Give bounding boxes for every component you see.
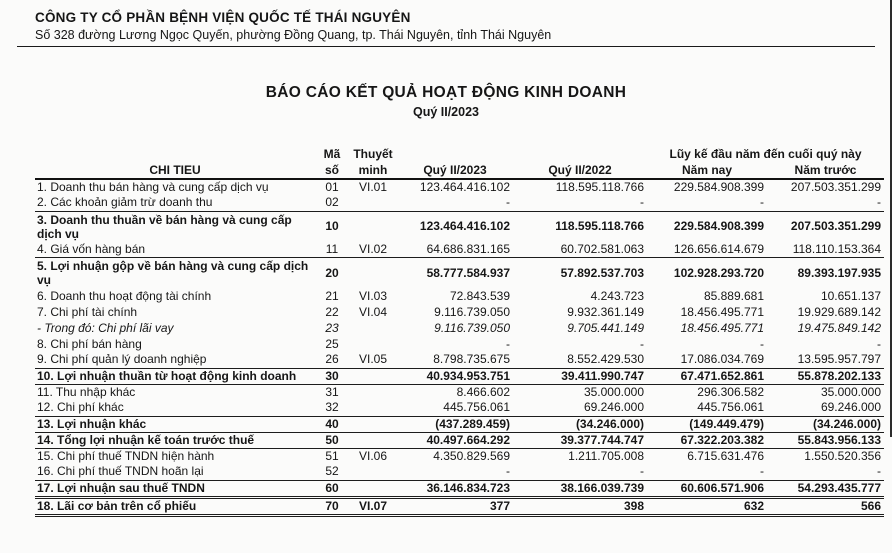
row-ytd-current: 67.471.652.861 [647, 368, 767, 384]
row-q2-2023: 9.116.739.050 [434, 304, 510, 319]
row-code: 50 [315, 432, 349, 448]
table-row [35, 304, 884, 320]
row-ytd-current: 126.656.614.679 [647, 242, 767, 258]
row-note [349, 368, 397, 384]
row-q2-2022: 9.932.361.149 [567, 304, 644, 319]
row-q2-2022: 69.246.000 [513, 400, 647, 416]
row-note: VI.02 [349, 242, 397, 258]
table-row [35, 497, 884, 515]
row-ytd-prior: - [767, 195, 884, 211]
table-row [35, 480, 884, 497]
row-ytd-current: 296.306.582 [697, 384, 764, 399]
table-row [35, 368, 884, 384]
row-label: 17. Lợi nhuận sau thuế TNDN [35, 480, 315, 497]
row-q2-2023: 377 [397, 497, 513, 515]
row-code: 21 [325, 288, 339, 303]
row-code: 20 [325, 265, 339, 280]
row-note: VI.05 [349, 352, 397, 368]
company-address: Số 328 đường Lương Ngọc Quyến, phường Đồng Quang, tp. Thái Nguyên, tỉnh Thái Nguyên [35, 28, 552, 42]
row-label: 10. Lợi nhuận thuần từ hoạt động kinh doanh [35, 368, 315, 384]
row-ytd-current: 18.456.495.771 [680, 304, 764, 319]
row-code: 23 [325, 320, 339, 335]
row-q2-2022: - [513, 464, 647, 480]
row-ytd-current: 60.606.571.906 [647, 480, 767, 497]
row-q2-2022: 60.702.581.063 [513, 242, 647, 258]
row-note [349, 195, 397, 211]
row-ytd-current: 67.322.203.382 [647, 432, 767, 448]
row-ytd-current: 85.889.681 [703, 288, 764, 303]
row-ytd-prior: 19.929.689.142 [797, 304, 882, 319]
table-row [35, 288, 884, 304]
report-title: BÁO CÁO KẾT QUẢ HOẠT ĐỘNG KINH DOANH [265, 84, 627, 101]
row-q2-2023: 72.843.539 [449, 288, 510, 303]
row-label: 4. Giá vốn hàng bán [35, 242, 315, 258]
header-spacer [513, 145, 647, 162]
row-note: VI.01 [358, 180, 388, 194]
row-label: 12. Chi phí khác [35, 400, 315, 416]
row-label: 5. Lợi nhuận gộp về bán hàng và cung cấp dịch vụ [37, 259, 309, 287]
row-code: 01 [325, 180, 339, 194]
row-q2-2023: 36.146.834.723 [397, 480, 513, 497]
row-ytd-current: - [760, 336, 764, 351]
table-row [35, 195, 884, 211]
row-ytd-prior: 54.293.435.777 [767, 480, 884, 497]
row-code: 32 [315, 400, 349, 416]
table-header-row-top [35, 145, 884, 162]
row-ytd-prior: 13.595.957.797 [767, 352, 884, 368]
row-ytd-current: - [647, 195, 767, 211]
row-note: VI.04 [358, 304, 388, 319]
row-ytd-prior: 55.878.202.133 [767, 368, 884, 384]
row-q2-2023: 123.464.416.102 [419, 180, 510, 194]
row-q2-2022: 1.211.705.008 [568, 448, 644, 463]
row-label: 2. Các khoản giảm trừ doanh thu [35, 195, 315, 211]
header-q2-2023: Quý II/2023 [397, 162, 513, 179]
row-ytd-prior: 207.503.351.299 [790, 219, 882, 233]
row-code: 60 [315, 480, 349, 497]
row-q2-2023: - [397, 195, 513, 211]
table-header [35, 145, 884, 179]
header-code-line2: số [315, 162, 349, 179]
table-row [35, 464, 884, 480]
row-ytd-prior: 1.550.520.356 [804, 448, 882, 463]
table-row [35, 416, 884, 432]
row-label: 9. Chi phí quản lý doanh nghiệp [35, 352, 315, 368]
row-q2-2023: 445.756.061 [397, 400, 513, 416]
row-note: VI.06 [358, 448, 388, 463]
table-row [35, 179, 884, 195]
table-row [35, 242, 884, 258]
row-q2-2022: 39.377.744.747 [513, 432, 647, 448]
row-note [349, 480, 397, 497]
row-q2-2023: 64.686.831.165 [397, 242, 513, 258]
header-note-line2: minh [349, 162, 397, 179]
row-q2-2023: - [397, 464, 513, 480]
row-ytd-prior: 207.503.351.299 [790, 180, 882, 194]
row-note [349, 258, 397, 289]
row-note [349, 336, 397, 352]
table-row [35, 448, 884, 464]
row-q2-2022: (34.246.000) [513, 416, 647, 432]
row-code: 30 [315, 368, 349, 384]
row-ytd-prior: 55.843.956.133 [767, 432, 884, 448]
report-period: Quý II/2023 [412, 105, 479, 119]
row-code: 02 [315, 195, 349, 211]
row-ytd-current: 445.756.061 [647, 400, 767, 416]
company-name: CÔNG TY CỔ PHẦN BỆNH VIỆN QUỐC TẾ THÁI NGUYÊN [35, 10, 411, 25]
row-q2-2023: - [506, 336, 510, 351]
row-q2-2022: 39.411.990.747 [513, 368, 647, 384]
header-spacer [397, 145, 513, 162]
row-ytd-prior: - [877, 336, 882, 351]
row-label: 13. Lợi nhuận khác [35, 416, 315, 432]
row-code: 25 [325, 336, 339, 351]
row-ytd-current: (149.449.479) [647, 416, 767, 432]
row-ytd-prior: 89.393.197.935 [797, 265, 882, 280]
table-row [35, 400, 884, 416]
row-ytd-prior: 69.246.000 [767, 400, 884, 416]
row-ytd-current: 229.584.908.399 [673, 180, 764, 194]
table-row [35, 320, 884, 336]
row-ytd-prior: 35.000.000 [820, 384, 882, 399]
header-items: CHI TIEU [35, 162, 315, 179]
row-code: 40 [315, 416, 349, 432]
row-label: 7. Chi phí tài chính [37, 304, 138, 319]
row-q2-2022: - [640, 336, 644, 351]
row-label: 1. Doanh thu bán hàng và cung cấp dịch vụ [37, 180, 269, 194]
row-code: 22 [325, 304, 339, 319]
row-ytd-current: 17.086.034.769 [647, 352, 767, 368]
row-code: 31 [325, 384, 339, 399]
row-label: 3. Doanh thu thuần về bán hàng và cung cấp dịch vụ [37, 212, 292, 241]
row-q2-2023: 8.798.735.675 [397, 352, 513, 368]
header-note-line1: Thuyết [353, 147, 393, 161]
row-note [349, 320, 397, 336]
row-label: 6. Doanh thu hoạt động tài chính [37, 288, 212, 303]
row-label: 15. Chi phí thuế TNDN hiện hành [37, 448, 215, 463]
report-table-body [35, 179, 884, 515]
header-q2-2022: Quý II/2022 [513, 162, 647, 179]
row-label: 18. Lãi cơ bản trên cổ phiếu [35, 497, 315, 515]
table-header-row-bottom [35, 162, 884, 179]
income-statement-table [35, 145, 884, 517]
row-q2-2022: 38.166.039.739 [513, 480, 647, 497]
row-ytd-current: 632 [647, 497, 767, 515]
header-ytd-prior: Năm trước [767, 162, 884, 179]
table-row [35, 432, 884, 448]
row-ytd-current: 229.584.908.399 [673, 219, 764, 233]
row-q2-2022: 9.705.441.149 [567, 320, 644, 335]
row-note [349, 211, 397, 242]
row-q2-2023: 40.497.664.292 [397, 432, 513, 448]
row-code: 10 [325, 219, 339, 233]
row-code: 70 [315, 497, 349, 515]
row-q2-2023: 4.350.829.569 [433, 448, 510, 463]
row-q2-2022: 8.552.429.530 [513, 352, 647, 368]
header-spacer [35, 145, 315, 162]
row-label: 14. Tổng lợi nhuận kế toán trước thuế [35, 432, 315, 448]
row-code: 11 [315, 242, 349, 258]
row-q2-2023: 40.934.953.751 [397, 368, 513, 384]
row-ytd-prior: - [767, 464, 884, 480]
row-code: 51 [325, 448, 339, 463]
row-note [349, 384, 397, 400]
row-q2-2023: 9.116.739.050 [434, 320, 510, 335]
row-q2-2023: 123.464.416.102 [419, 219, 510, 233]
row-ytd-current: 6.715.631.476 [687, 448, 764, 463]
title-block [0, 84, 892, 119]
header-ytd-current: Năm nay [647, 162, 767, 179]
row-note [349, 432, 397, 448]
row-q2-2023: 8.466.602 [456, 384, 510, 399]
row-q2-2022: 57.892.537.703 [560, 265, 644, 280]
row-note [349, 464, 397, 480]
table-row [35, 384, 884, 400]
header-code-line1: Mã [323, 147, 341, 161]
row-q2-2022: 118.595.118.766 [555, 219, 644, 233]
row-q2-2022: 398 [513, 497, 647, 515]
row-ytd-prior: (34.246.000) [767, 416, 884, 432]
row-q2-2022: 118.595.118.766 [555, 180, 644, 194]
row-code: 26 [315, 352, 349, 368]
table-row [35, 258, 884, 289]
row-q2-2023: (437.289.459) [397, 416, 513, 432]
table-row [35, 336, 884, 352]
row-ytd-current: - [647, 464, 767, 480]
row-label: 8. Chi phí bán hàng [37, 336, 142, 351]
row-note [349, 416, 397, 432]
row-note: VI.03 [358, 288, 388, 303]
row-ytd-prior: 118.110.153.364 [767, 242, 884, 258]
table-row [35, 211, 884, 242]
row-label: 11. Thu nhập khác [37, 384, 136, 399]
row-note [349, 400, 397, 416]
row-ytd-prior: 10.651.137 [820, 288, 882, 303]
row-ytd-prior: 566 [767, 497, 884, 515]
row-note: VI.07 [349, 497, 397, 515]
row-q2-2022: 4.243.723 [590, 288, 644, 303]
header-cumulative: Lũy kế đầu năm đến cuối quý này [669, 147, 862, 161]
row-q2-2023: 58.777.584.937 [426, 265, 510, 280]
row-label: 16. Chi phí thuế TNDN hoãn lại [35, 464, 315, 480]
row-q2-2022: - [513, 195, 647, 211]
row-code: 52 [315, 464, 349, 480]
table-row [35, 352, 884, 368]
row-q2-2022: 35.000.000 [583, 384, 644, 399]
row-ytd-current: 18.456.495.771 [680, 320, 764, 335]
letterhead [17, 0, 875, 47]
row-label: - Trong đó: Chi phí lãi vay [37, 320, 174, 335]
row-ytd-current: 102.928.293.720 [673, 265, 764, 280]
row-ytd-prior: 19.475.849.142 [797, 320, 882, 335]
